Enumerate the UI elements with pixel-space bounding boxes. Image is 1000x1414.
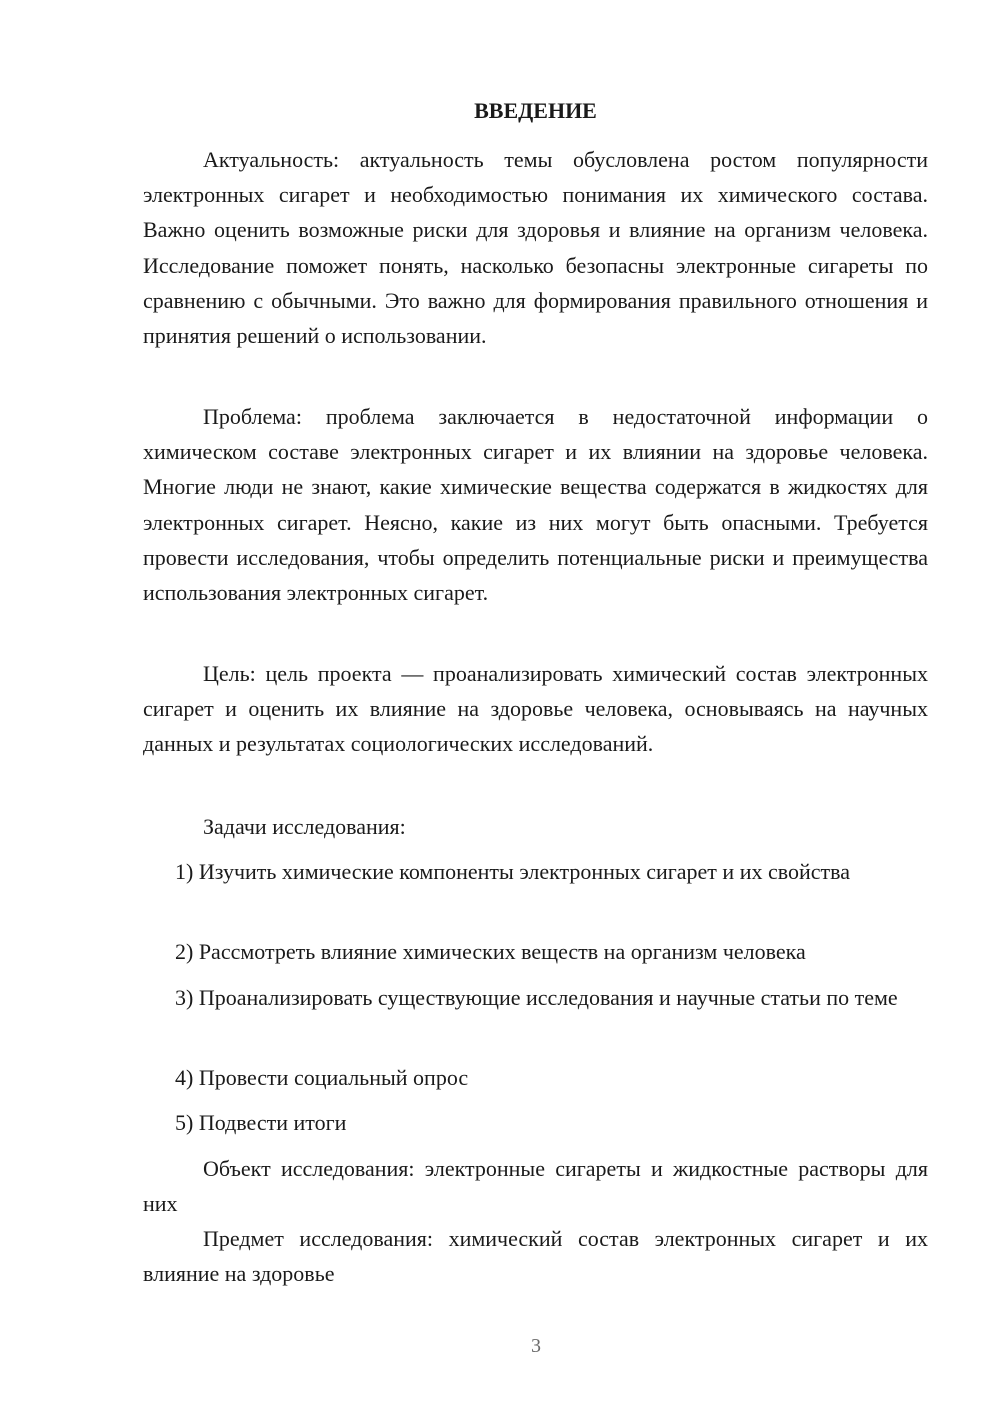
task-item-1: 1) Изучить химические компоненты электронных сигарет и их свойства [175, 859, 850, 884]
relevance-paragraph: Актуальность: актуальность темы обусловлена ростом популярности электронных сигарет и необходимостью понимания их химического состава. Важно оценить возможные риски для здоровья и влияние на организм человека. Исследование поможет понять, насколько безопасны электронные сигареты по сравнению с обычными. Это важно для формирования правильного отношения и принятия решений о использовании. [143, 147, 928, 349]
task-item-4: 4) Провести социальный опрос [175, 1065, 469, 1090]
object-paragraph: Объект исследования: электронные сигареты и жидкостные растворы для них [143, 1156, 928, 1217]
task-item-5: 5) Подвести итоги [175, 1110, 347, 1135]
page-number: 3 [531, 1335, 541, 1357]
problem-paragraph: Проблема: проблема заключается в недостаточной информации о химическом составе электронных сигарет и их влиянии на здоровье человека. Многие люди не знают, какие химические вещества содержатся в жидкостях для электронных сигарет. Неясно, какие из них могут быть опасными. Требуется провести исследования, чтобы определить потенциальные риски и преимущества использования электронных сигарет. [143, 404, 928, 606]
tasks-heading: Задачи исследования: [203, 814, 406, 839]
task-item-2: 2) Рассмотреть влияние химических веществ на организм человека [175, 939, 806, 964]
task-item-3: 3) Проанализировать существующие исследования и научные статьи по теме [175, 985, 898, 1010]
goal-paragraph: Цель: цель проекта — проанализировать химический состав электронных сигарет и оценить их влияние на здоровье человека, основываясь на научных данных и результатах социологических исследований. [143, 661, 928, 757]
subject-paragraph: Предмет исследования: химический состав электронных сигарет и их влияние на здоровье [143, 1226, 928, 1287]
section-heading: ВВЕДЕНИЕ [474, 98, 597, 123]
